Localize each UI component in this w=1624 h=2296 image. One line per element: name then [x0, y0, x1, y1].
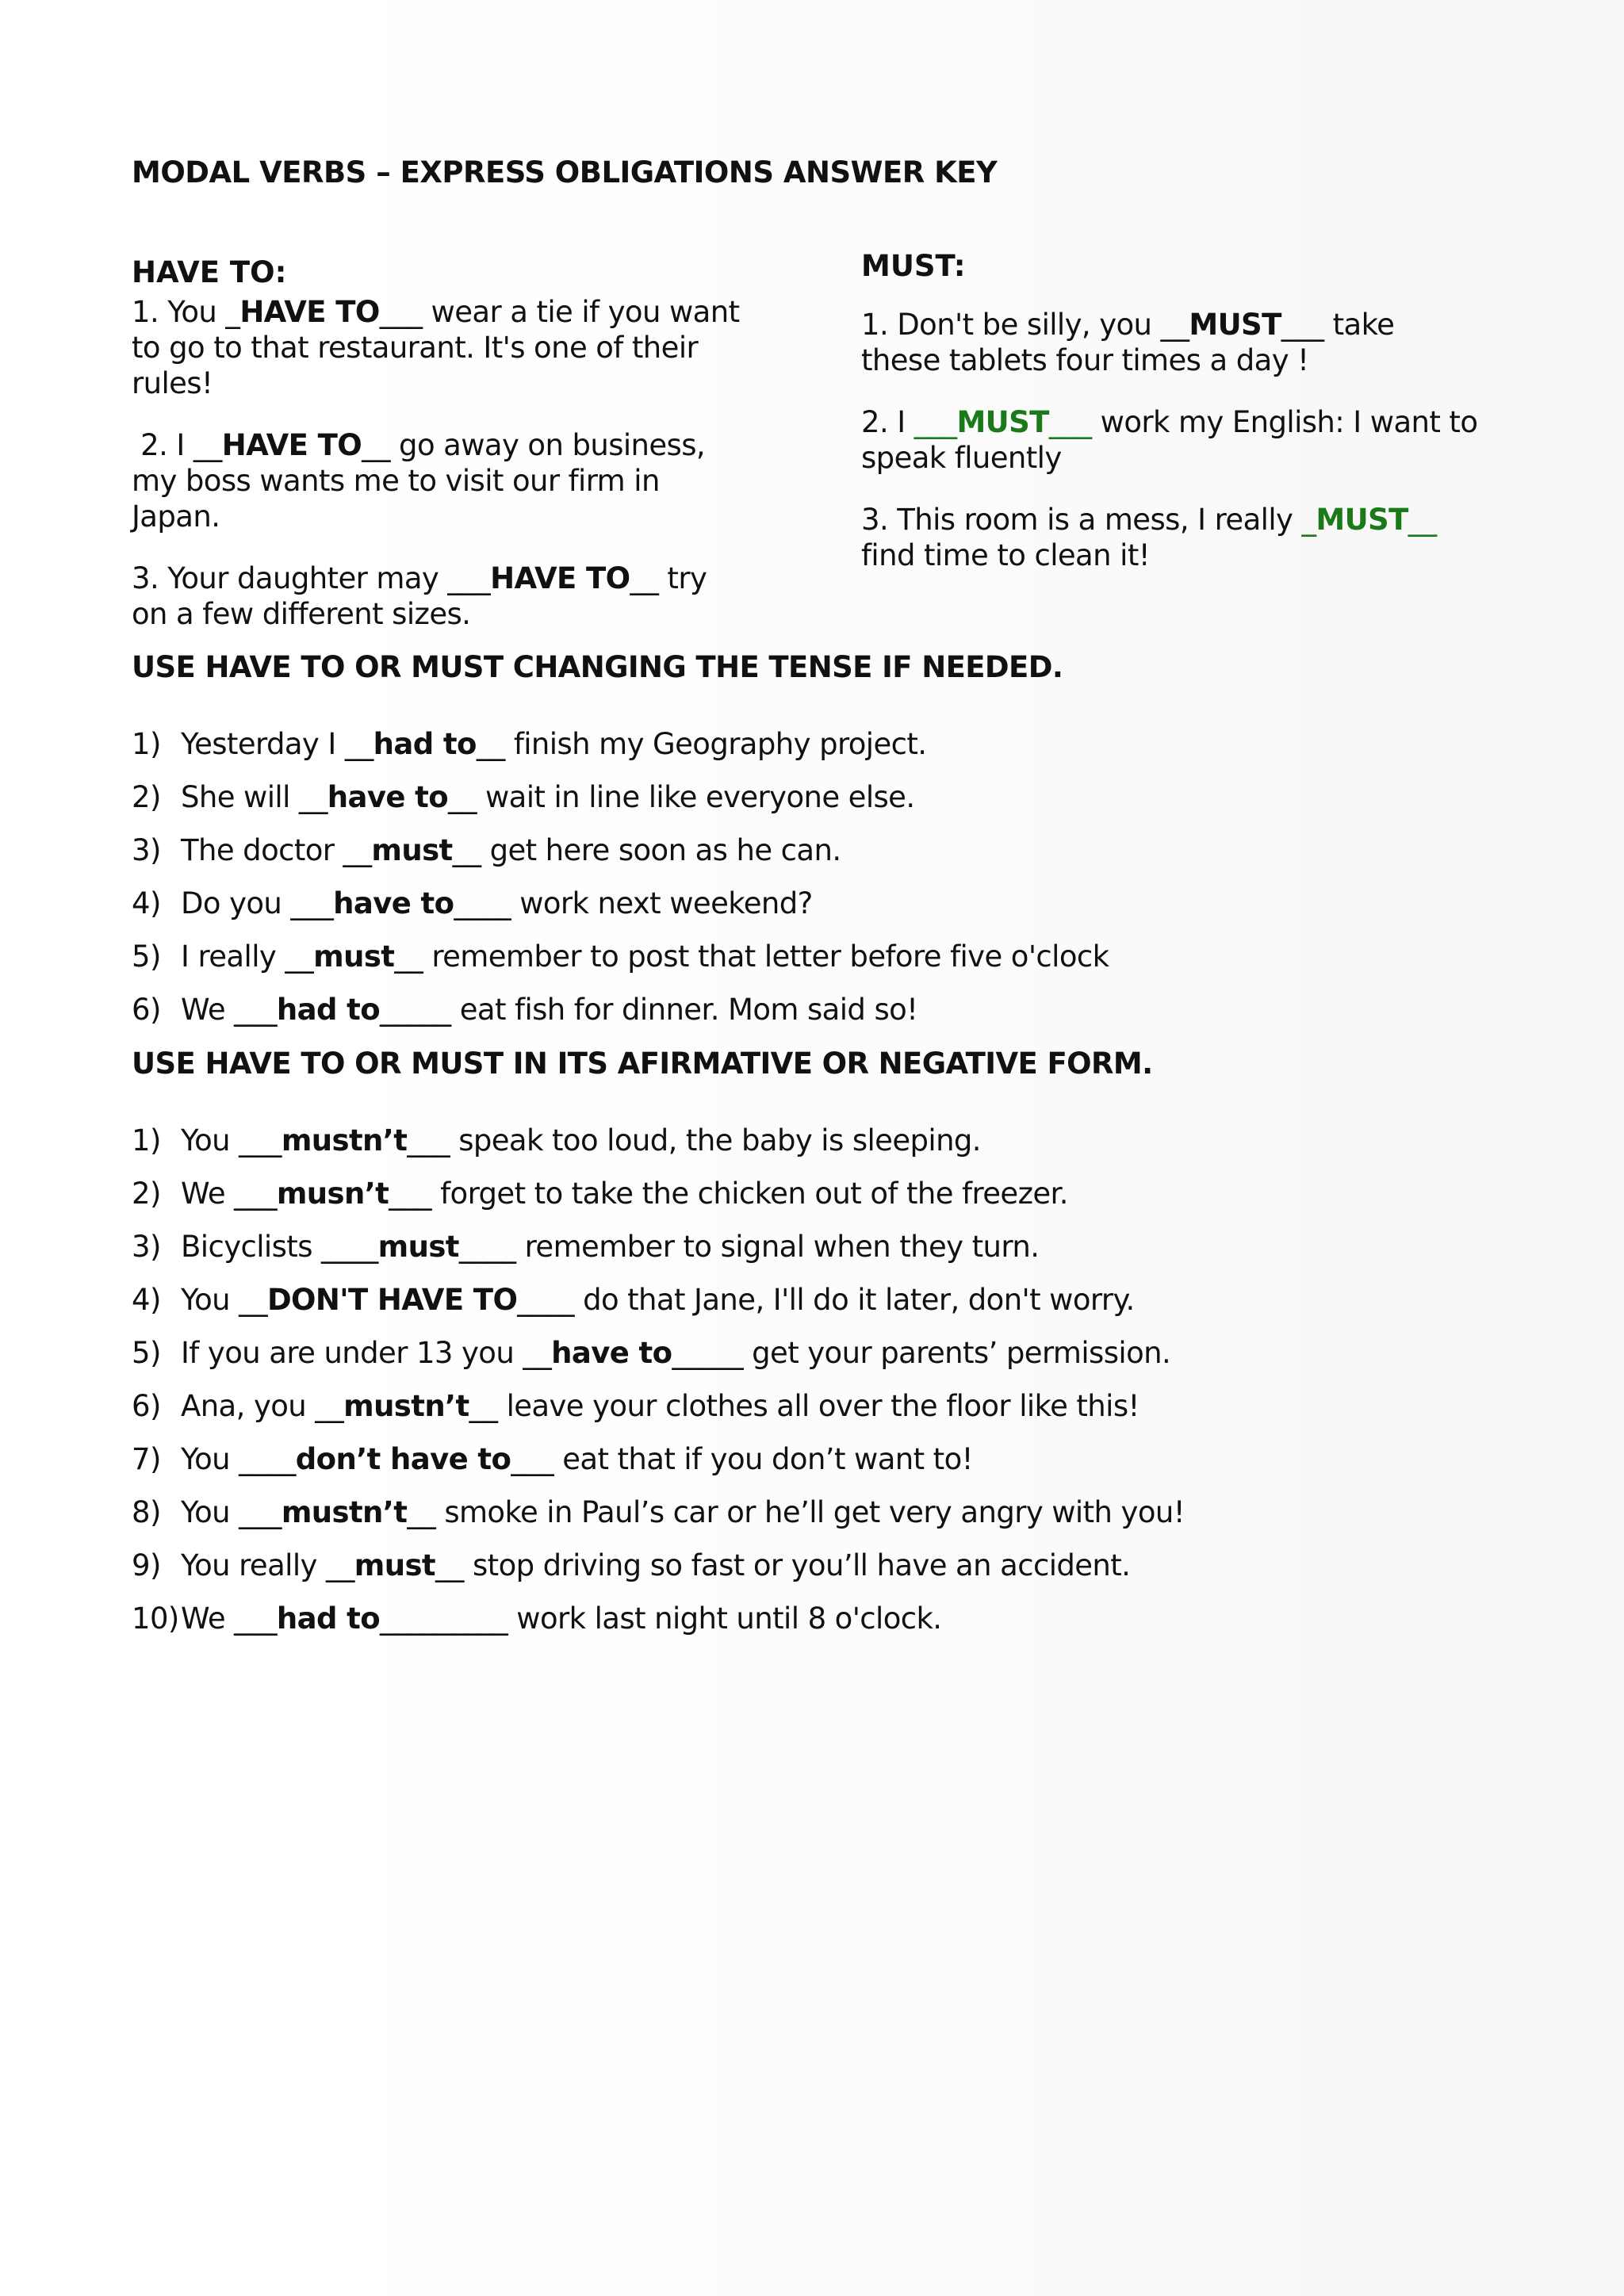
- item-text: get here soon as he can.: [481, 833, 841, 867]
- answer: have to: [333, 886, 454, 920]
- item-text: work next weekend?: [511, 886, 813, 920]
- item-text: 3. This room is a mess, I really: [861, 503, 1302, 537]
- item-text: We ___: [181, 993, 277, 1027]
- item-text: get your parents’ permission.: [742, 1336, 1171, 1370]
- item-text: You ____: [181, 1442, 296, 1476]
- item-number: 2): [132, 780, 161, 814]
- answer: mustn’t: [281, 1123, 408, 1158]
- must-item: [861, 502, 1480, 573]
- item-text: Do you ___: [181, 886, 334, 920]
- item-text: You really __: [181, 1548, 354, 1582]
- blank: __: [630, 561, 659, 595]
- blank: ___: [914, 405, 957, 439]
- item-number: 3): [132, 1230, 161, 1264]
- list-item: [132, 1548, 1400, 1601]
- item-text: She will __: [181, 780, 327, 814]
- item-number: 3): [132, 833, 161, 867]
- list-item: [132, 886, 1400, 939]
- item-text: You __: [181, 1283, 267, 1317]
- item-number: 10): [132, 1601, 179, 1636]
- list-item: [132, 1441, 1400, 1494]
- blank: __: [1408, 503, 1437, 537]
- list-item: [132, 726, 1400, 779]
- section1-list: [132, 726, 1400, 1045]
- have-to-item: [132, 427, 750, 534]
- item-text: You ___: [181, 1123, 282, 1158]
- answer: HAVE TO: [221, 428, 362, 462]
- item-number: 5): [132, 939, 161, 974]
- item-text: eat that if you don’t want to!: [553, 1442, 973, 1476]
- section1-heading: USE HAVE TO OR MUST CHANGING THE TENSE IF NEEDED.: [132, 650, 1063, 684]
- item-text: 1. Don't be silly, you __: [861, 308, 1189, 342]
- blank: __: [476, 727, 505, 761]
- item-text: forget to take the chicken out of the freezer.: [431, 1177, 1068, 1211]
- answer: must: [377, 1230, 459, 1264]
- item-number: 6): [132, 993, 161, 1027]
- blank: ____: [517, 1283, 574, 1317]
- item-text: If you are under 13 you __: [181, 1336, 552, 1370]
- item-text: wear a tie if you want to go to that restaurant. It's one of their rules!: [132, 295, 740, 400]
- have-to-heading: HAVE TO:: [132, 255, 287, 289]
- section2-list: [132, 1123, 1400, 1654]
- item-text: work my English: I want to speak fluently: [861, 405, 1478, 475]
- answer: had to: [373, 727, 477, 761]
- item-number: 6): [132, 1389, 161, 1423]
- blank: ____: [458, 1230, 516, 1264]
- list-item: [132, 939, 1400, 992]
- item-text: Bicyclists ____: [181, 1230, 378, 1264]
- list-item: [132, 1229, 1400, 1282]
- blank: ___: [407, 1123, 450, 1158]
- answer: must: [313, 939, 395, 974]
- must-item: [861, 307, 1480, 378]
- answer: musn’t: [276, 1177, 389, 1211]
- must-column: [861, 249, 1480, 599]
- item-number: 7): [132, 1442, 161, 1476]
- have-to-item: [132, 561, 750, 632]
- item-number: 2): [132, 1177, 161, 1211]
- blank: __: [435, 1548, 464, 1582]
- item-text: do that Jane, I'll do it later, don't worry.: [573, 1283, 1135, 1317]
- blank: __: [452, 833, 481, 867]
- answer: DON'T HAVE TO: [266, 1283, 518, 1317]
- item-text: finish my Geography project.: [504, 727, 927, 761]
- blank: __: [407, 1495, 436, 1529]
- item-text: leave your clothes all over the floor like this!: [497, 1389, 1139, 1423]
- blank: __: [469, 1389, 498, 1423]
- item-text: The doctor __: [181, 833, 372, 867]
- list-item: [132, 832, 1400, 886]
- blank: ___: [511, 1442, 554, 1476]
- item-number: 1): [132, 727, 161, 761]
- answer: MUST: [956, 405, 1049, 439]
- answer: had to: [276, 1601, 381, 1636]
- item-text: We ___: [181, 1601, 277, 1636]
- item-number: 8): [132, 1495, 161, 1529]
- blank: __: [394, 939, 423, 974]
- item-text: try on a few different sizes.: [132, 561, 707, 631]
- list-item: [132, 1388, 1400, 1441]
- answer: MUST: [1316, 503, 1408, 537]
- blank: __: [362, 428, 390, 462]
- blank: _____: [672, 1336, 743, 1370]
- list-item: [132, 1176, 1400, 1229]
- item-text: take these tablets four times a day !: [861, 308, 1395, 377]
- item-text: smoke in Paul’s car or he’ll get very angry with you!: [435, 1495, 1185, 1529]
- item-number: 4): [132, 886, 161, 920]
- answer: don’t have to: [295, 1442, 511, 1476]
- item-text: Yesterday I __: [181, 727, 373, 761]
- item-text: remember to post that letter before five o'clock: [423, 939, 1109, 974]
- must-item: [861, 404, 1480, 476]
- item-number: 4): [132, 1283, 161, 1317]
- item-text: go away on business, my boss wants me to visit our firm in Japan.: [132, 428, 706, 534]
- item-text: We ___: [181, 1177, 277, 1211]
- blank: _____: [380, 993, 451, 1027]
- item-text: You ___: [181, 1495, 282, 1529]
- answer: have to: [551, 1336, 672, 1370]
- list-item: [132, 1494, 1400, 1548]
- must-heading: MUST:: [861, 249, 966, 283]
- list-item: [132, 992, 1400, 1045]
- answer: mustn’t: [281, 1495, 408, 1529]
- answer: HAVE TO: [490, 561, 630, 595]
- blank: __: [448, 780, 477, 814]
- item-number: 5): [132, 1336, 161, 1370]
- blank: ___: [379, 295, 423, 329]
- list-item: [132, 1282, 1400, 1335]
- list-item: [132, 1601, 1400, 1654]
- answer: MUST: [1189, 308, 1281, 342]
- page-title: MODAL VERBS – EXPRESS OBLIGATIONS ANSWER KEY: [132, 155, 998, 189]
- answer: mustn’t: [343, 1389, 469, 1423]
- blank: ___: [1281, 308, 1324, 342]
- blank: _: [1301, 503, 1316, 537]
- item-text: eat fish for dinner. Mom said so!: [450, 993, 918, 1027]
- list-item: [132, 1335, 1400, 1388]
- item-number: 9): [132, 1548, 161, 1582]
- item-text: I really __: [181, 939, 314, 974]
- item-text: 3. Your daughter may ___: [132, 561, 491, 595]
- item-text: Ana, you __: [181, 1389, 344, 1423]
- list-item: [132, 779, 1400, 832]
- item-text: wait in line like everyone else.: [476, 780, 915, 814]
- answer: HAVE TO: [239, 295, 380, 329]
- blank: ___: [389, 1177, 431, 1211]
- item-text: find time to clean it!: [861, 538, 1150, 572]
- list-item: [132, 1123, 1400, 1176]
- have-to-item: [132, 294, 750, 401]
- item-text: speak too loud, the baby is sleeping.: [450, 1123, 981, 1158]
- blank: ____: [454, 886, 511, 920]
- answer: must: [371, 833, 453, 867]
- answer: must: [354, 1548, 436, 1582]
- blank: ___: [1048, 405, 1092, 439]
- item-text: 2. I: [861, 405, 914, 439]
- section2-heading: USE HAVE TO OR MUST IN ITS AFIRMATIVE OR NEGATIVE FORM.: [132, 1047, 1153, 1081]
- blank: _________: [380, 1601, 508, 1636]
- item-text: 2. I __: [132, 428, 222, 462]
- item-text: 1. You _: [132, 295, 240, 329]
- item-text: remember to signal when they turn.: [515, 1230, 1040, 1264]
- answer: had to: [276, 993, 381, 1027]
- item-text: work last night until 8 o'clock.: [508, 1601, 942, 1636]
- item-text: stop driving so fast or you’ll have an accident.: [463, 1548, 1131, 1582]
- answer: have to: [327, 780, 449, 814]
- have-to-column: [132, 255, 750, 658]
- item-number: 1): [132, 1123, 161, 1158]
